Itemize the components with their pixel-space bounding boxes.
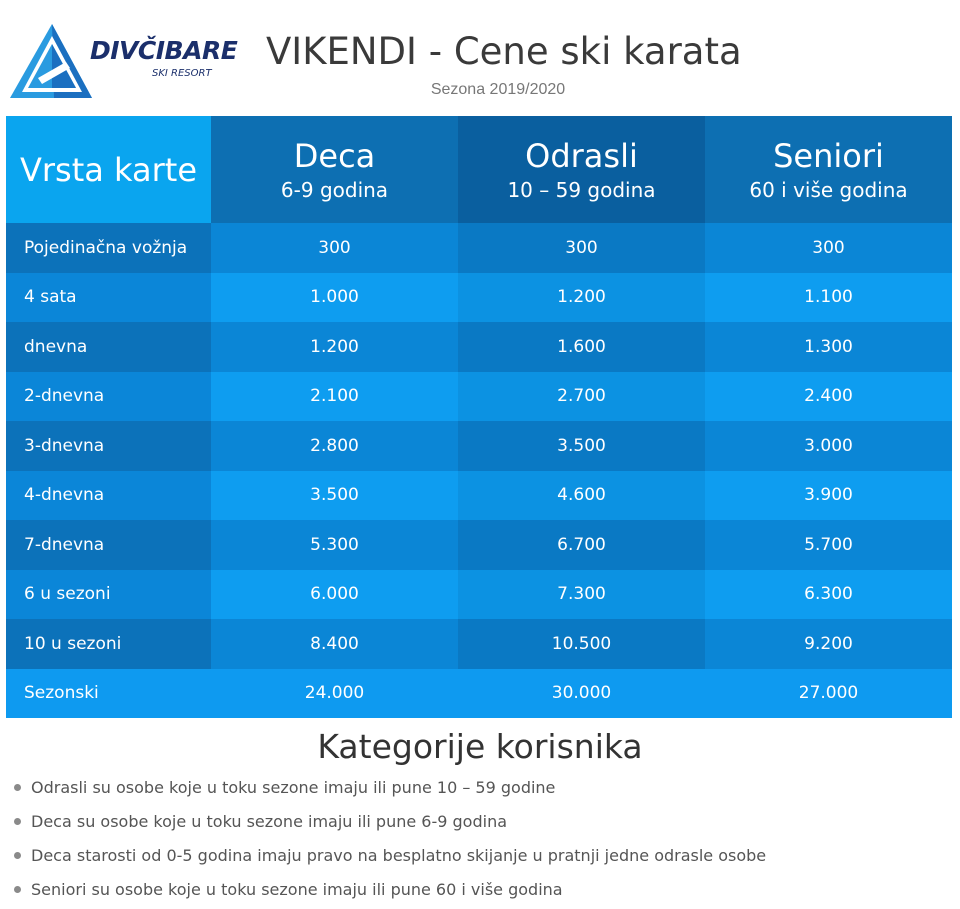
price-cell-seniors: 6.300: [705, 570, 952, 620]
table-row: [6, 520, 952, 570]
price-cell-children: 24.000: [211, 669, 458, 719]
ticket-type-cell: 3-dnevna: [6, 421, 211, 471]
price-cell-adults: 7.300: [458, 570, 705, 620]
bullet-dot-icon: [14, 852, 21, 859]
season-label: Sezona 2019/2020: [430, 81, 566, 98]
bullet-dot-icon: [14, 784, 21, 791]
price-cell-adults: 4.600: [458, 471, 705, 521]
list-item-text: Seniori su osobe koje u toku sezone imaju ili pune 60 i više godina: [31, 880, 563, 899]
price-cell-seniors: 1.100: [705, 273, 952, 323]
categories-title: Kategorije korisnika: [317, 727, 643, 766]
price-cell-seniors: 9.200: [705, 619, 952, 669]
ticket-type-cell: 2-dnevna: [6, 372, 211, 422]
price-cell-seniors: 3.000: [705, 421, 952, 471]
price-cell-adults: 1.600: [458, 322, 705, 372]
column-header-seniors: [705, 116, 952, 223]
table-row: [6, 372, 952, 422]
column-ages: 6-9 godina: [280, 177, 389, 202]
table-row: [6, 322, 952, 372]
bullet-dot-icon: [14, 818, 21, 825]
list-item: [14, 874, 766, 908]
price-cell-children: 3.500: [211, 471, 458, 521]
column-ages: 60 i više godina: [749, 177, 908, 202]
price-cell-children: 8.400: [211, 619, 458, 669]
table-row: [6, 471, 952, 521]
column-name: Deca: [293, 136, 376, 175]
table-row: [6, 570, 952, 620]
page-title: VIKENDI - Cene ski karata: [266, 30, 742, 73]
table-row: [6, 669, 952, 719]
price-cell-adults: 3.500: [458, 421, 705, 471]
list-item-text: Deca starosti od 0-5 godina imaju pravo na besplatno skijanje u pratnji jedne odrasle osobe: [31, 846, 767, 865]
price-cell-seniors: 5.700: [705, 520, 952, 570]
price-table: [6, 116, 952, 718]
ticket-type-cell: dnevna: [6, 322, 211, 372]
ticket-type-header: Vrsta karte: [6, 116, 211, 223]
list-item: [14, 806, 766, 840]
logo-name: DIVČIBARE: [90, 36, 238, 65]
price-cell-seniors: 300: [705, 223, 952, 273]
ticket-type-cell: 7-dnevna: [6, 520, 211, 570]
bullet-dot-icon: [14, 886, 21, 893]
table-row: [6, 421, 952, 471]
list-item: [14, 772, 766, 806]
price-cell-seniors: 2.400: [705, 372, 952, 422]
ticket-type-cell: 10 u sezoni: [6, 619, 211, 669]
column-name: Seniori: [773, 136, 884, 175]
table-header-row: [6, 116, 952, 223]
price-cell-adults: 1.200: [458, 273, 705, 323]
column-ages: 10 – 59 godina: [507, 177, 656, 202]
price-cell-adults: 30.000: [458, 669, 705, 719]
price-cell-children: 6.000: [211, 570, 458, 620]
price-cell-children: 1.000: [211, 273, 458, 323]
page-header: [0, 0, 960, 116]
price-cell-adults: 2.700: [458, 372, 705, 422]
ticket-type-cell: Sezonski: [6, 669, 211, 719]
price-cell-adults: 6.700: [458, 520, 705, 570]
list-item: [14, 840, 766, 874]
list-item-text: Deca su osobe koje u toku sezone imaju ili pune 6-9 godina: [31, 812, 508, 831]
price-cell-seniors: 3.900: [705, 471, 952, 521]
ticket-type-cell: 6 u sezoni: [6, 570, 211, 620]
ticket-type-cell: 4 sata: [6, 273, 211, 323]
price-cell-adults: 10.500: [458, 619, 705, 669]
ticket-type-cell: 4-dnevna: [6, 471, 211, 521]
column-header-adults: [458, 116, 705, 223]
table-row: [6, 223, 952, 273]
ticket-type-cell: Pojedinačna vožnja: [6, 223, 211, 273]
price-cell-seniors: 27.000: [705, 669, 952, 719]
price-cell-adults: 300: [458, 223, 705, 273]
price-cell-children: 1.200: [211, 322, 458, 372]
table-row: [6, 619, 952, 669]
price-cell-children: 5.300: [211, 520, 458, 570]
list-item-text: Odrasli su osobe koje u toku sezone imaju ili pune 10 – 59 godine: [31, 778, 556, 797]
price-cell-seniors: 1.300: [705, 322, 952, 372]
price-cell-children: 2.100: [211, 372, 458, 422]
table-row: [6, 273, 952, 323]
categories-list: [14, 772, 766, 908]
price-cell-children: 2.800: [211, 421, 458, 471]
column-name: Odrasli: [525, 136, 638, 175]
column-header-children: [211, 116, 458, 223]
logo-subtitle: SKI RESORT: [152, 68, 212, 79]
price-cell-children: 300: [211, 223, 458, 273]
